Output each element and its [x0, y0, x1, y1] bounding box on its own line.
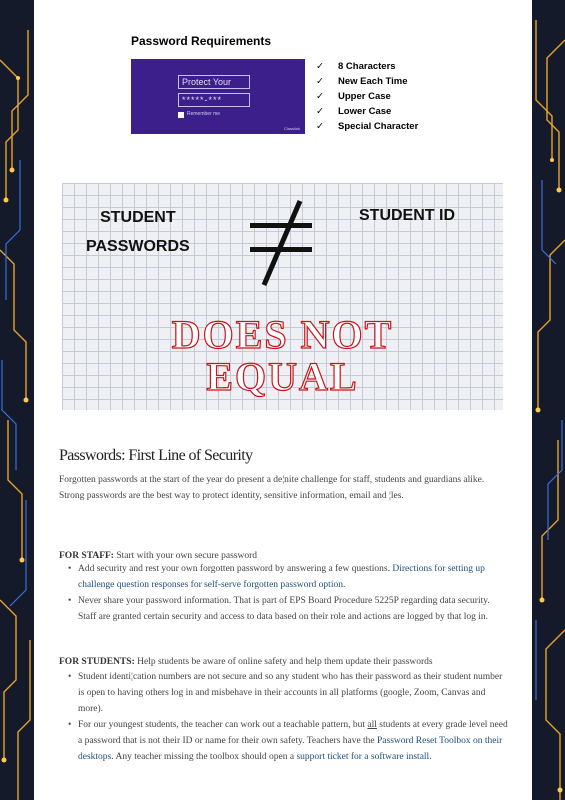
circuit-decoration-right	[532, 0, 565, 800]
document-page	[34, 12, 532, 800]
banner-right-text: STUDENT ID	[359, 207, 455, 224]
remember-label-image: Remember me	[187, 111, 221, 117]
login-screen-image	[131, 59, 305, 134]
staff-bullet-list	[68, 561, 508, 625]
brand-label-image: Classlink	[283, 126, 300, 131]
support-ticket-link[interactable]: support ticket for a software install	[296, 752, 430, 762]
circuit-decoration-left	[0, 0, 34, 800]
right-decorative-panel	[532, 0, 565, 800]
list-item: • Student identi¦cation numbers are not secure and so any student who has their password as their student number is open to having others log in and misbehave in their accounts in all platforms (google, Zoom, Canvas and more).	[68, 672, 503, 714]
student-passwords-banner	[62, 183, 503, 410]
banner-caption-line2: EQUAL	[206, 354, 359, 399]
check-icon: ✓	[316, 91, 324, 102]
challenge-question-directions-link[interactable]: Directions for setting up challenge question responses for self-serve forgotten password option	[78, 564, 485, 590]
intro-paragraph: Forgotten passwords at the start of the year do present a de¦nite challenge for staff, students and guardians alike. Strong passwords are the best way to protect identity, sensitive information, email and ¦les.	[59, 475, 485, 501]
list-item: ✓ Lower Case	[316, 106, 392, 117]
requirements-list	[316, 59, 418, 134]
check-icon: ✓	[316, 76, 324, 87]
staff-heading: FOR STAFF: Start with your own secure password	[59, 551, 257, 561]
list-item: ✓ Upper Case	[316, 91, 391, 102]
password-reset-toolbox-link[interactable]: Password Reset Toolbox on their desktops	[78, 736, 503, 762]
students-bullet-list	[68, 669, 508, 765]
list-item: ✓ 8 Characters	[316, 61, 396, 72]
check-icon: ✓	[316, 106, 324, 117]
login-password-field-image: *****-***	[178, 93, 250, 107]
requirements-title: Password Requirements	[131, 34, 272, 48]
left-decorative-panel	[0, 0, 34, 800]
students-heading: FOR STUDENTS: Help students be aware of online safety and help them update their passwords	[59, 657, 433, 667]
check-icon: ✓	[316, 121, 324, 132]
banner-left-text: STUDENT PASSWORDS	[86, 209, 190, 255]
banner-caption-line1: DOES NOT	[171, 312, 394, 357]
not-equal-icon	[244, 193, 324, 293]
list-item: • For our youngest students, the teacher can work out a teachable pattern, but all students at every grade level need a password that is not their ID or name for their own safety. Teachers have the Password Reset Toolbox on their desktops. Any teacher missing the toolbox should open a support ticket for a software install.	[68, 720, 508, 762]
section-heading: Passwords: First Line of Security	[59, 447, 253, 464]
list-item: ✓ Special Character	[316, 121, 419, 132]
list-item: • Never share your password information. That is part of EPS Board Procedure 5225P regarding data security. Staff are granted certain security and access to data based on their role and actions are logged by that log in.	[68, 596, 490, 622]
list-item: ✓ New Each Time	[316, 76, 408, 87]
list-item: • Add security and rest your own forgotten password by answering a few questions. Directions for setting up challenge question responses for self-serve forgotten password option.	[68, 564, 485, 590]
remember-checkbox-image	[178, 112, 184, 118]
check-icon: ✓	[316, 61, 324, 72]
login-username-field-image: Protect Your	[178, 75, 250, 89]
